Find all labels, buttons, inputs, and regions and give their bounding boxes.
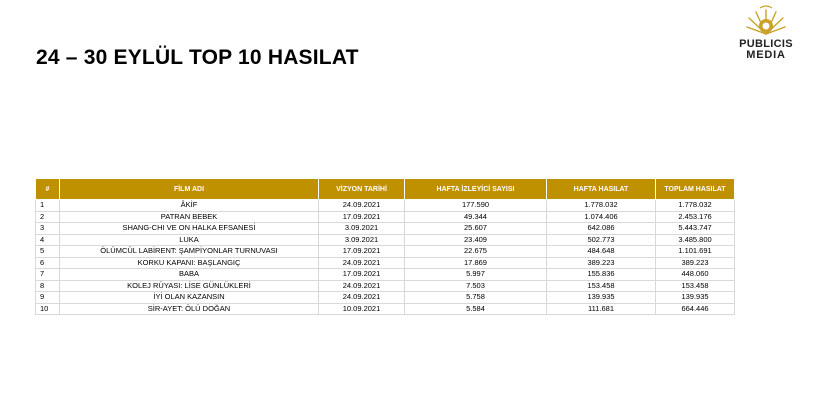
cell-total-gross: 448.060 xyxy=(656,269,735,281)
cell-film-name: SHANG-CHI VE ON HALKA EFSANESİ xyxy=(60,223,319,235)
cell-rank: 8 xyxy=(36,280,60,292)
table-row xyxy=(36,303,735,315)
cell-rank: 1 xyxy=(36,200,60,212)
logo-line-1: PUBLICIS xyxy=(739,38,793,50)
table-row xyxy=(36,223,735,235)
cell-release-date: 17.09.2021 xyxy=(319,211,405,223)
cell-total-gross: 664.446 xyxy=(656,303,735,315)
logo-line-2: MEDIA xyxy=(746,49,786,61)
cell-total-gross: 3.485.800 xyxy=(656,234,735,246)
cell-weekly-gross: 153.458 xyxy=(547,280,656,292)
header-rank: # xyxy=(36,179,60,200)
cell-film-name: LUKA xyxy=(60,234,319,246)
publicis-media-logo xyxy=(736,4,796,66)
cell-weekly-admissions: 25.607 xyxy=(405,223,547,235)
cell-weekly-admissions: 177.590 xyxy=(405,200,547,212)
cell-total-gross: 5.443.747 xyxy=(656,223,735,235)
cell-total-gross: 1.101.691 xyxy=(656,246,735,258)
cell-weekly-admissions: 22.675 xyxy=(405,246,547,258)
cell-weekly-admissions: 17.869 xyxy=(405,257,547,269)
table-row xyxy=(36,280,735,292)
cell-film-name: SİR-AYET: ÖLÜ DOĞAN xyxy=(60,303,319,315)
cell-release-date: 24.09.2021 xyxy=(319,280,405,292)
header-weekly-admissions: HAFTA İZLEYİCİ SAYISI xyxy=(405,179,547,200)
table-row xyxy=(36,292,735,304)
cell-release-date: 24.09.2021 xyxy=(319,257,405,269)
box-office-table xyxy=(35,178,735,315)
cell-weekly-gross: 484.648 xyxy=(547,246,656,258)
cell-weekly-gross: 111.681 xyxy=(547,303,656,315)
cell-film-name: PATRAN BEBEK xyxy=(60,211,319,223)
cell-release-date: 24.09.2021 xyxy=(319,200,405,212)
cell-total-gross: 389.223 xyxy=(656,257,735,269)
cell-total-gross: 2.453.176 xyxy=(656,211,735,223)
table-row xyxy=(36,246,735,258)
cell-release-date: 3.09.2021 xyxy=(319,223,405,235)
cell-rank: 5 xyxy=(36,246,60,258)
cell-release-date: 17.09.2021 xyxy=(319,269,405,281)
cell-film-name: KORKU KAPANI: BAŞLANGIÇ xyxy=(60,257,319,269)
cell-rank: 9 xyxy=(36,292,60,304)
cell-weekly-admissions: 7.503 xyxy=(405,280,547,292)
table-header-row xyxy=(36,179,735,200)
header-release-date: VİZYON TARİHİ xyxy=(319,179,405,200)
table-row xyxy=(36,269,735,281)
header-weekly-gross: HAFTA HASILAT xyxy=(547,179,656,200)
cell-weekly-gross: 139.935 xyxy=(547,292,656,304)
cell-release-date: 10.09.2021 xyxy=(319,303,405,315)
cell-film-name: KOLEJ RÜYASI: LİSE GÜNLÜKLERİ xyxy=(60,280,319,292)
cell-total-gross: 153.458 xyxy=(656,280,735,292)
cell-film-name: ÖLÜMCÜL LABİRENT: ŞAMPİYONLAR TURNUVASI xyxy=(60,246,319,258)
cell-total-gross: 139.935 xyxy=(656,292,735,304)
cell-weekly-gross: 502.773 xyxy=(547,234,656,246)
cell-release-date: 24.09.2021 xyxy=(319,292,405,304)
table-row xyxy=(36,200,735,212)
cell-release-date: 17.09.2021 xyxy=(319,246,405,258)
table-row xyxy=(36,257,735,269)
cell-weekly-gross: 642.086 xyxy=(547,223,656,235)
cell-total-gross: 1.778.032 xyxy=(656,200,735,212)
cell-rank: 2 xyxy=(36,211,60,223)
page-title: 24 – 30 EYLÜL TOP 10 HASILAT xyxy=(36,46,359,69)
header-total-gross: TOPLAM HASILAT xyxy=(656,179,735,200)
table-row xyxy=(36,211,735,223)
cell-weekly-gross: 389.223 xyxy=(547,257,656,269)
cell-rank: 7 xyxy=(36,269,60,281)
cell-film-name: ÂKİF xyxy=(60,200,319,212)
table-row xyxy=(36,234,735,246)
cell-rank: 6 xyxy=(36,257,60,269)
cell-weekly-gross: 1.778.032 xyxy=(547,200,656,212)
cell-rank: 4 xyxy=(36,234,60,246)
lion-crest-icon xyxy=(746,4,786,38)
cell-weekly-admissions: 5.758 xyxy=(405,292,547,304)
cell-weekly-admissions: 23.409 xyxy=(405,234,547,246)
cell-film-name: BABA xyxy=(60,269,319,281)
cell-rank: 10 xyxy=(36,303,60,315)
cell-weekly-admissions: 5.997 xyxy=(405,269,547,281)
cell-weekly-admissions: 5.584 xyxy=(405,303,547,315)
header-film-name: FİLM ADI xyxy=(60,179,319,200)
cell-weekly-admissions: 49.344 xyxy=(405,211,547,223)
cell-rank: 3 xyxy=(36,223,60,235)
cell-film-name: İYİ OLAN KAZANSIN xyxy=(60,292,319,304)
cell-weekly-gross: 155.836 xyxy=(547,269,656,281)
cell-weekly-gross: 1.074.406 xyxy=(547,211,656,223)
cell-release-date: 3.09.2021 xyxy=(319,234,405,246)
